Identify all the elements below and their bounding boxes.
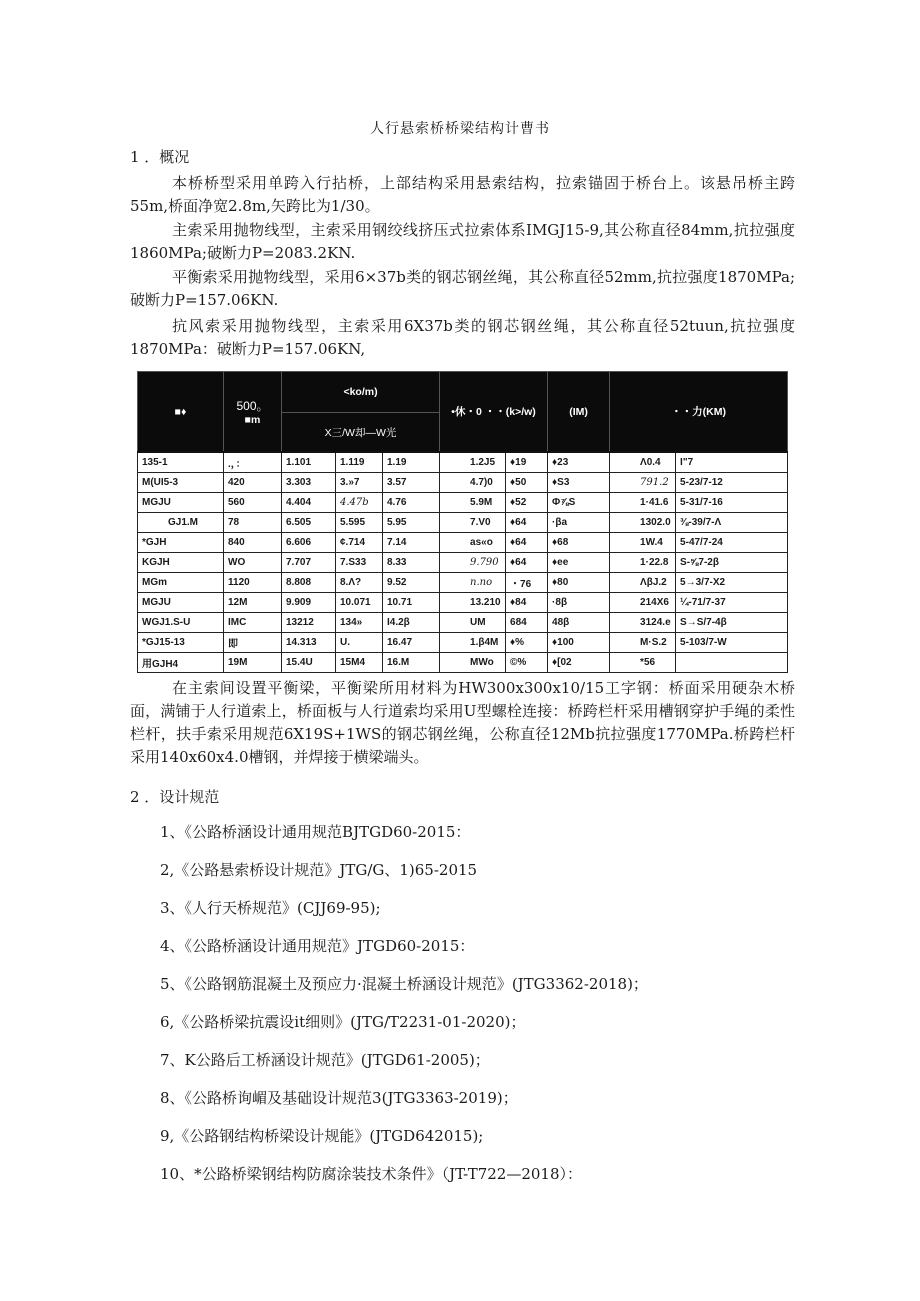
- table-cell: 3.303: [282, 473, 336, 493]
- table-cell: 3124.e: [610, 613, 676, 633]
- table-cell: ·8β: [548, 593, 610, 613]
- table-cell: 1.19: [383, 452, 440, 473]
- table-cell: I"7: [676, 452, 788, 473]
- table-cell: ♦%: [506, 633, 548, 653]
- table-row: [138, 593, 788, 613]
- table-cell: 1.β4M: [440, 633, 506, 653]
- header-cell-stiffness: •休・0 ・・(k>/w): [440, 372, 548, 453]
- table-cell: S-⅝7-2β: [676, 553, 788, 573]
- table-cell: ♦64: [506, 513, 548, 533]
- table-cell: MGm: [138, 573, 224, 593]
- table-row: [138, 513, 788, 533]
- table-header: [138, 372, 788, 453]
- table-cell: 420: [224, 473, 282, 493]
- table-cell: 1302.0: [610, 513, 676, 533]
- design-code-item: 4、《公路桥涵设计通用规范》JTGD60-2015：: [160, 937, 475, 955]
- table-cell: 1·22.8: [610, 553, 676, 573]
- table-cell: ♦50: [506, 473, 548, 493]
- table-cell: 5.595: [336, 513, 383, 533]
- section-heading-design-codes: 2 ．设计规范: [130, 788, 220, 806]
- table-cell: 791.2: [610, 473, 676, 493]
- header-cell-area: [224, 372, 282, 453]
- table-cell: 8.808: [282, 573, 336, 593]
- table-row: [138, 653, 788, 673]
- table-cell: 135-1: [138, 452, 224, 473]
- table-row: [138, 633, 788, 653]
- table-cell: ♦52: [506, 493, 548, 513]
- design-code-item: 10、*公路桥梁钢结构防腐涂装技术条件》（JT-T722—2018）：: [160, 1165, 583, 1183]
- paragraph-balance-cable: 平衡索采用抛物线型，采用6×37b类的钢芯钢丝绳，其公称直径52mm,抗拉强度1870MPa;破断力P=157.06KN.: [130, 268, 795, 309]
- table-cell: KGJH: [138, 553, 224, 573]
- design-code-item: 5、《公路钢筋混凝土及预应力·混凝土桥涵设计规范》(JTG3362-2018)；: [160, 975, 648, 993]
- table-cell: .，：: [224, 452, 282, 473]
- table-cell: 1.119: [336, 452, 383, 473]
- header-cell-weight-sub: X三/W却—W光: [282, 413, 440, 453]
- design-code-item: 9,《公路钢结构桥梁设计规能》(JTGD642015);: [160, 1127, 484, 1145]
- table-cell: 1.2J5: [440, 452, 506, 473]
- paragraph-deck-and-railing: 在主索间设置平衡梁，平衡梁所用材料为HW300x300x10/15工字钢：桥面采用硬杂木桥面，满铺于人行道索上，桥面板与人行道索均采用U型螺栓连接：桥跨栏杆采用槽钢穿护手绳的柔性栏杆，扶手索采用规范6X19S+1WS的钢芯钢丝绳，公称直径12Mb抗拉强度1770MPa.桥跨栏杆采用140x60x4.0槽钢，并焊接于横梁端头。: [130, 679, 795, 766]
- table-cell: 19M: [224, 653, 282, 673]
- document-title: 人行悬索桥桥梁结构计曹书: [370, 121, 550, 137]
- table-cell: 48β: [548, 613, 610, 633]
- table-cell: n.no: [440, 573, 506, 593]
- paragraph-wind-cable: 抗风索采用抛物线型，主索采用6X37b类的钢芯钢丝绳，其公称直径52tuun,抗拉强度1870MPa：破断力P=157.06KN,: [130, 317, 795, 358]
- table-cell: 3.»7: [336, 473, 383, 493]
- table-cell: 5-23/7-12: [676, 473, 788, 493]
- table-cell: 3.57: [383, 473, 440, 493]
- table-body: [138, 452, 788, 673]
- table-cell: 840: [224, 533, 282, 553]
- table-cell: IMC: [224, 613, 282, 633]
- table-cell: 13.210: [440, 593, 506, 613]
- table-cell: ♦68: [548, 533, 610, 553]
- design-code-item: 7、K公路后工桥涵设计规范》(JTGD61-2005)；: [160, 1051, 490, 1069]
- header-cell-weight: <ko/m): [282, 372, 440, 413]
- table-cell: 4.7)0: [440, 473, 506, 493]
- table-cell: ⅜-39/7-Λ: [676, 513, 788, 533]
- table-cell: 12M: [224, 593, 282, 613]
- table-cell: 10.071: [336, 593, 383, 613]
- cable-spec-table-wrapper: [137, 371, 787, 673]
- table-cell: 4.47b: [336, 493, 383, 513]
- table-cell: MWo: [440, 653, 506, 673]
- table-cell: M·S.2: [610, 633, 676, 653]
- table-cell: 5-103/7-W: [676, 633, 788, 653]
- table-cell: 1W.4: [610, 533, 676, 553]
- table-cell: *56: [610, 653, 676, 673]
- table-cell: *GJ15-13: [138, 633, 224, 653]
- table-cell: 9.790: [440, 553, 506, 573]
- table-cell: 7.S33: [336, 553, 383, 573]
- table-cell: 7.707: [282, 553, 336, 573]
- table-cell: as«o: [440, 533, 506, 553]
- table-cell: WGJ1.S-U: [138, 613, 224, 633]
- table-cell: ©%: [506, 653, 548, 673]
- table-cell: 1120: [224, 573, 282, 593]
- table-cell: ♦100: [548, 633, 610, 653]
- table-cell: 即: [224, 633, 282, 653]
- design-code-item: 6,《公路桥梁抗震设it细则》(JTG/T2231-01-2020)；: [160, 1013, 526, 1031]
- table-cell: [676, 653, 788, 673]
- header-cell-diameter: (IM): [548, 372, 610, 453]
- table-row: [138, 533, 788, 553]
- table-cell: 7.V0: [440, 513, 506, 533]
- table-cell: Φ⅞S: [548, 493, 610, 513]
- header-cell-type: ■♦: [138, 372, 224, 453]
- table-cell: ♦64: [506, 533, 548, 553]
- table-cell: 560: [224, 493, 282, 513]
- table-cell: 14.313: [282, 633, 336, 653]
- design-code-item: 8、《公路桥询嵋及基础设计规范3(JTG3363-2019)；: [160, 1089, 518, 1107]
- table-cell: WO: [224, 553, 282, 573]
- table-cell: 8.Λ?: [336, 573, 383, 593]
- header-cell-breaking-force: ・・力(KM): [610, 372, 788, 453]
- table-cell: ♦80: [548, 573, 610, 593]
- table-cell: ♦64: [506, 553, 548, 573]
- table-cell: S→S/7-4β: [676, 613, 788, 633]
- table-cell: 13212: [282, 613, 336, 633]
- table-cell: 4.404: [282, 493, 336, 513]
- table-row: [138, 613, 788, 633]
- table-cell: GJ1.M: [138, 513, 224, 533]
- table-cell: 7.14: [383, 533, 440, 553]
- table-cell: 用GJH4: [138, 653, 224, 673]
- table-cell: ♦19: [506, 452, 548, 473]
- table-cell: ¼-71/7-37: [676, 593, 788, 613]
- table-cell: 684: [506, 613, 548, 633]
- table-cell: 6.606: [282, 533, 336, 553]
- table-cell: MGJU: [138, 593, 224, 613]
- section-heading-overview: 1 ．概况: [130, 148, 190, 166]
- design-code-item: 2,《公路悬索桥设计规范》JTG/G、1)65-2015: [160, 861, 478, 879]
- table-cell: 5-31/7-16: [676, 493, 788, 513]
- table-cell: 134»: [336, 613, 383, 633]
- table-cell: 5.9M: [440, 493, 506, 513]
- table-cell: 1·41.6: [610, 493, 676, 513]
- table-cell: 15.4U: [282, 653, 336, 673]
- table-cell: UM: [440, 613, 506, 633]
- design-code-item: 3、《人行天桥规范》(CJJ69-95);: [160, 899, 381, 917]
- table-cell: I4.2β: [383, 613, 440, 633]
- table-row: [138, 493, 788, 513]
- table-cell: Λ0.4: [610, 452, 676, 473]
- table-cell: 9.909: [282, 593, 336, 613]
- table-cell: ·βa: [548, 513, 610, 533]
- table-cell: 10.71: [383, 593, 440, 613]
- table-cell: MGJU: [138, 493, 224, 513]
- table-cell: 8.33: [383, 553, 440, 573]
- table-cell: 6.505: [282, 513, 336, 533]
- paragraph-main-cable: 主索采用抛物线型，主索采用钢绞线挤压式拉索体系IMGJ15-9,其公称直径84mm,抗拉强度1860MPa;破断力P=2083.2KN.: [130, 221, 795, 262]
- table-cell: ♦S3: [548, 473, 610, 493]
- table-cell: 16.47: [383, 633, 440, 653]
- table-cell: ΛβJ.2: [610, 573, 676, 593]
- table-cell: 5.95: [383, 513, 440, 533]
- table-cell: ♦23: [548, 452, 610, 473]
- paragraph-bridge-overview: 本桥桥型采用单跨入行拈桥，上部结构采用悬索结构，拉索锚固于桥台上。该悬吊桥主跨55m,桥面净宽2.8m,矢跨比为1/30。: [130, 174, 795, 215]
- header-area-top: 500。: [236, 399, 269, 413]
- table-cell: 4.76: [383, 493, 440, 513]
- table-cell: *GJH: [138, 533, 224, 553]
- table-cell: 78: [224, 513, 282, 533]
- header-area-bottom: ■m: [244, 414, 261, 426]
- table-cell: 16.M: [383, 653, 440, 673]
- table-cell: ♦ee: [548, 553, 610, 573]
- table-cell: U.: [336, 633, 383, 653]
- table-cell: 1.101: [282, 452, 336, 473]
- table-row: [138, 553, 788, 573]
- table-cell: ♦84: [506, 593, 548, 613]
- table-cell: M(UI5-3: [138, 473, 224, 493]
- table-cell: ♦[02: [548, 653, 610, 673]
- table-cell: 5→3/7-X2: [676, 573, 788, 593]
- table-cell: 9.52: [383, 573, 440, 593]
- design-code-item: 1、《公路桥涵设计通用规范BJTGD60-2015：: [160, 823, 471, 841]
- table-row: [138, 452, 788, 473]
- design-code-list: [160, 822, 648, 1202]
- table-cell: 5-47/7-24: [676, 533, 788, 553]
- table-row: [138, 573, 788, 593]
- table-cell: ・76: [506, 573, 548, 593]
- cable-spec-table: [137, 371, 788, 673]
- table-cell: 15M4: [336, 653, 383, 673]
- table-cell: 214X6: [610, 593, 676, 613]
- table-row: [138, 473, 788, 493]
- table-cell: ¢.714: [336, 533, 383, 553]
